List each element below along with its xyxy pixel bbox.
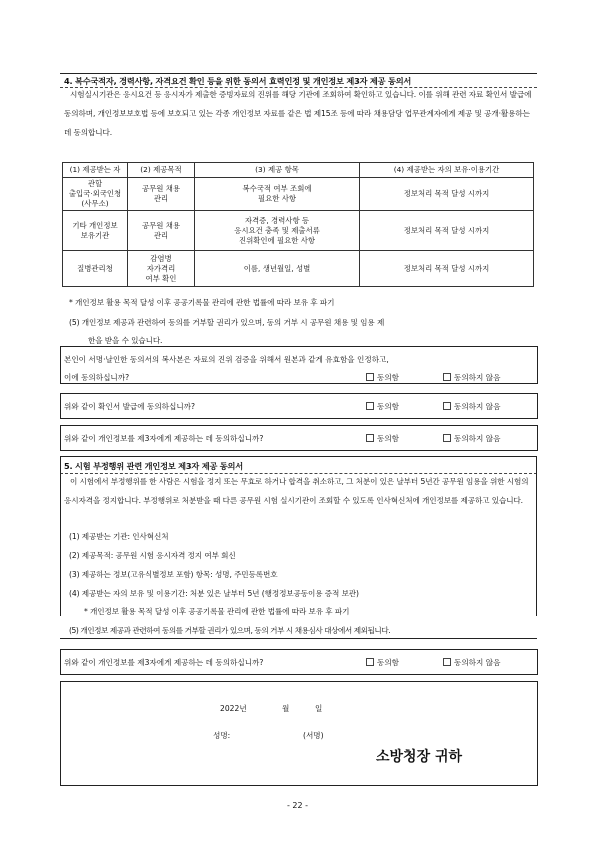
consent-question: 본인이 서명·날인한 동의서의 복사본은 자료의 진위 검증을 위해서 원본과 같게 유효함을 인정하고, bbox=[64, 355, 389, 364]
section5-title: 5. 시험 부정행위 관련 개인정보 제3자 제공 동의서 bbox=[64, 461, 243, 471]
signature-name-label: 성명: bbox=[213, 731, 231, 740]
section5-intro: 이 시험에서 부정행위를 한 사람은 시험을 정지 또는 무효로 하거나 합격을 취소하고, 그 처분이 있은 날부터 5년간 공무원 임용을 위한 시험의 응시자격을 정지합니다. 부정행위로 처분받을 때 다른 공무원 시험 실시기관이 조회할 수 있도록 인사혁신처에 개인정보를 제공하고 있습니다. bbox=[64, 477, 529, 505]
checkbox-icon[interactable] bbox=[366, 658, 374, 666]
checkbox-icon[interactable] bbox=[443, 658, 451, 666]
section4-intro: 시험실시기관은 응시요건 등 응시자가 제출한 증빙자료의 진위를 해당 기관에 조회하여 확인하고 있습니다. 이를 위해 관련 자료 확인서 발급에 동의하며, 개인정보보호법 등에 보호되고 있는 각종 개인정보 자료를 같은 법 제15조 등에 따라 채용담당 업무관계자에게 제공 및 공개·활용하는데 동의합니다. bbox=[64, 90, 532, 137]
table-header-row bbox=[63, 163, 534, 178]
section5-item: (4) 제공받는 자의 보유 및 이용기간: 처분 있은 날부터 5년 (행정정보공동이용 증적 보관) bbox=[69, 589, 359, 598]
table-cell: 관할 출입국·외국인청 (사무소) bbox=[63, 178, 128, 211]
agree-label: 동의함 bbox=[377, 658, 400, 667]
agree-checkbox-option[interactable] bbox=[366, 433, 399, 444]
checkbox-icon[interactable] bbox=[366, 402, 374, 410]
signature-month: 월 bbox=[282, 704, 290, 713]
disagree-label: 동의하지 않음 bbox=[454, 658, 501, 667]
section5-title-rule-top bbox=[60, 456, 537, 457]
table-cell: 공무원 채용 관리 bbox=[128, 211, 195, 251]
table-cell: 질병관리청 bbox=[63, 251, 128, 287]
consent-question: 위와 같이 개인정보를 제3자에게 제공하는 데 동의하십니까? bbox=[64, 434, 264, 443]
agree-checkbox-option[interactable] bbox=[366, 372, 399, 383]
checkbox-icon[interactable] bbox=[443, 373, 451, 381]
checkbox-icon[interactable] bbox=[443, 434, 451, 442]
table-header: (1) 제공받는 자 bbox=[63, 163, 128, 178]
table-header: (4) 제공받는 자의 보유·이용기간 bbox=[360, 163, 534, 178]
section5-item: * 개인정보 활용 목적 달성 이후 공공기록물 관리에 관한 법률에 따라 보유 후 파기 bbox=[84, 607, 350, 616]
section5-item: (3) 제공하는 정보(고유식별정보 포함) 항목: 성명, 주민등록번호 bbox=[69, 570, 278, 579]
disagree-label: 동의하지 않음 bbox=[454, 373, 501, 382]
agree-checkbox-option[interactable] bbox=[366, 657, 399, 668]
section5-item: (2) 제공목적: 공무원 시험 응시자격 정지 여부 회신 bbox=[69, 551, 236, 560]
disagree-checkbox-option[interactable] bbox=[443, 401, 500, 412]
table-cell: 정보처리 목적 달성 시까지 bbox=[360, 178, 534, 211]
section5-left-rule bbox=[60, 456, 61, 616]
table-row bbox=[63, 178, 534, 211]
disagree-checkbox-option[interactable] bbox=[443, 657, 500, 668]
table-row bbox=[63, 251, 534, 287]
section5-item: (5) 개인정보 제공과 관련하여 동의를 거부할 권리가 있으며, 동의 거부 시 채용심사 대상에서 제외됩니다. bbox=[69, 626, 391, 635]
consent-question: 위와 같이 확인서 발급에 동의하십니까? bbox=[64, 402, 196, 411]
agree-checkbox-option[interactable] bbox=[366, 401, 399, 412]
checkbox-icon[interactable] bbox=[443, 402, 451, 410]
signature-box bbox=[60, 681, 538, 786]
section4-table bbox=[62, 162, 534, 287]
section4-note1: * 개인정보 활용 목적 달성 이후 공공기록물 관리에 관한 법률에 따라 보유 후 파기 bbox=[69, 298, 335, 307]
disagree-checkbox-option[interactable] bbox=[443, 372, 500, 383]
table-header: (2) 제공목적 bbox=[128, 163, 195, 178]
disagree-label: 동의하지 않음 bbox=[454, 402, 501, 411]
disagree-label: 동의하지 않음 bbox=[454, 434, 501, 443]
table-cell: 공무원 채용 관리 bbox=[128, 178, 195, 211]
section5-right-rule bbox=[536, 456, 537, 616]
checkbox-icon[interactable] bbox=[366, 434, 374, 442]
table-cell: 정보처리 목적 달성 시까지 bbox=[360, 211, 534, 251]
agree-label: 동의함 bbox=[377, 402, 400, 411]
table-row bbox=[63, 211, 534, 251]
section5-bottom-rule bbox=[60, 638, 537, 639]
consent-question: 위와 같이 개인정보를 제3자에게 제공하는 데 동의하십니까? bbox=[64, 658, 264, 667]
section4-note2: (5) 개인정보 제공과 관련하여 동의를 거부할 권리가 있으며, 동의 거부 시 공무원 채용 및 임용 제 bbox=[69, 318, 385, 327]
disagree-checkbox-option[interactable] bbox=[443, 433, 500, 444]
signature-sign-label[interactable]: (서명) bbox=[303, 731, 324, 740]
consent-question-cont: 이에 동의하십니까? bbox=[64, 373, 130, 382]
checkbox-icon[interactable] bbox=[366, 373, 374, 381]
table-cell: 정보처리 목적 달성 시까지 bbox=[360, 251, 534, 287]
table-cell: 복수국적 여부 조회에 필요한 사항 bbox=[195, 178, 360, 211]
section4-note2-cont: 한을 받을 수 있습니다. bbox=[88, 336, 163, 345]
signature-day: 일 bbox=[315, 704, 323, 713]
table-cell: 기타 개인정보 보유기관 bbox=[63, 211, 128, 251]
table-cell: 이름, 생년월일, 성별 bbox=[195, 251, 360, 287]
section5-item: (1) 제공받는 기관: 인사혁신처 bbox=[69, 532, 169, 541]
section4-title: 4. 복수국적자, 경력사항, 자격요건 확인 등을 위한 동의서 효력인정 및 개인정보 제3자 제공 동의서 bbox=[64, 76, 412, 86]
addressee: 소방청장 귀하 bbox=[376, 749, 463, 765]
page-number: - 22 - bbox=[286, 801, 309, 810]
table-header: (3) 제공 항목 bbox=[195, 163, 360, 178]
agree-label: 동의함 bbox=[377, 373, 400, 382]
signature-year: 2022년 bbox=[220, 704, 247, 713]
agree-label: 동의함 bbox=[377, 434, 400, 443]
table-cell: 자격증, 경력사항 등 응시요건 충족 및 제출서류 진위확인에 필요한 사항 bbox=[195, 211, 360, 251]
table-cell: 감염병 자가격리 여부 확인 bbox=[128, 251, 195, 287]
section4-title-rule-top bbox=[60, 73, 537, 74]
